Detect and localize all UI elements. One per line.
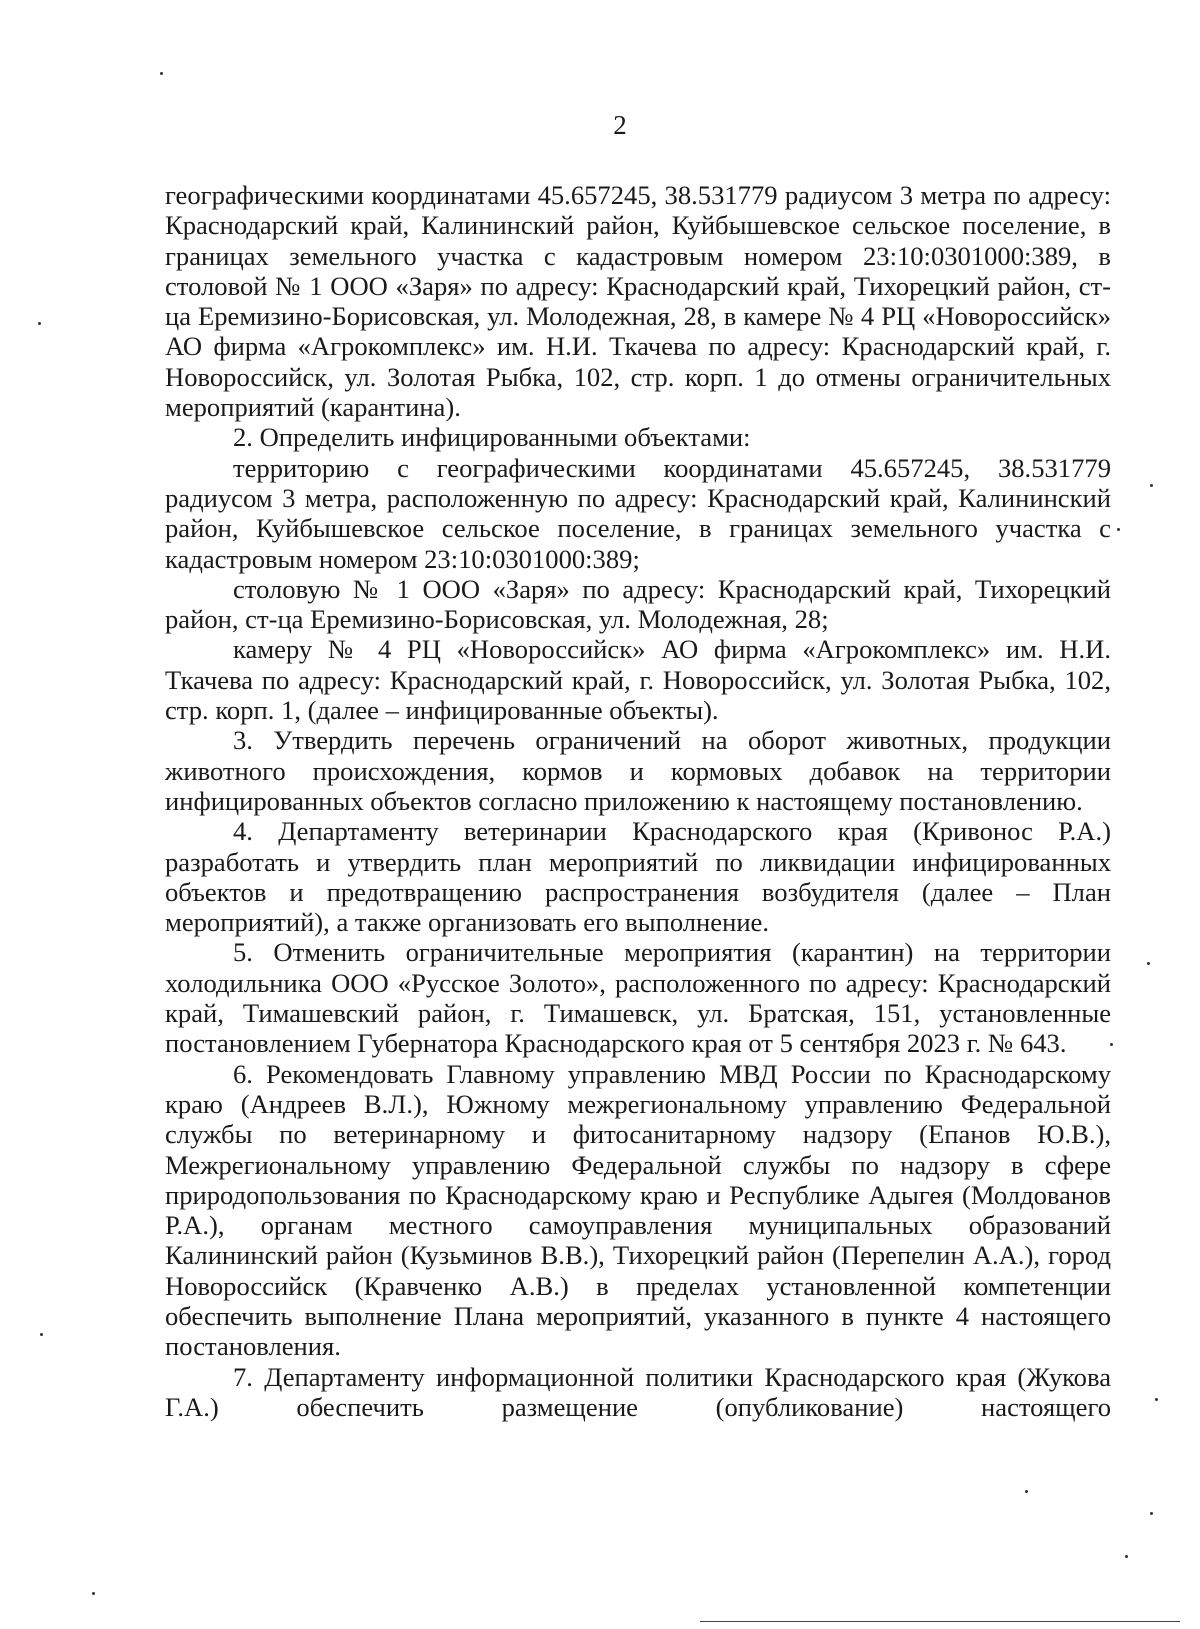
scan-speck: [1117, 528, 1120, 531]
scan-speck: [1110, 1043, 1113, 1046]
scan-speck: [1125, 1555, 1128, 1558]
paragraph-item-2-canteen: столовую № 1 ООО «Заря» по адресу: Краснодарский край, Тихорецкий район, ст-ца Еремизино-Борисовская, ул. Молодежная, 28;: [165, 573, 1111, 635]
scan-speck: [1150, 1512, 1153, 1515]
document-body: [165, 180, 1111, 1422]
scan-speck: [160, 72, 163, 75]
paragraph-item-4: 4. Департаменту ветеринарии Краснодарского края (Кривонос Р.А.) разработать и утвердить план мероприятий по ликвидации инфицированных объектов и предотвращению распространения возбудителя (далее – План мероприятий), а также организовать его выполнение.: [165, 816, 1111, 938]
scan-speck: [40, 1333, 43, 1336]
scan-speck: [38, 322, 41, 325]
paragraph-item-2-chamber: камеру № 4 РЦ «Новороссийск» АО фирма «Агрокомплекс» им. Н.И. Ткачева по адресу: Краснодарский край, г. Новороссийск, ул. Золотая Рыбка, 102, стр. корп. 1, (далее – инфицированные объекты).: [165, 634, 1111, 726]
scan-speck: [92, 1592, 95, 1595]
scan-speck: [1147, 962, 1150, 965]
paragraph-item-2: 2. Определить инфицированными объектами:: [233, 422, 751, 453]
scan-edge-line: [700, 1621, 1180, 1622]
paragraph-continuation: географическими координатами 45.657245, 38.531779 радиусом 3 метра по адресу: Краснодарский край, Калининский район, Куйбышевское сельское поселение, в границах земельного участка с кадастровым номером 23:10:0301000:389, в столовой № 1 ООО «Заря» по адресу: Краснодарский край, Тихорецкий район, ст-ца Еремизино-Борисовская, ул. Молодежная, 28, в камере № 4 РЦ «Новороссийск» АО фирма «Агрокомплекс» им. Н.И. Ткачева по адресу: Краснодарский край, г. Новороссийск, ул. Золотая Рыбка, 102, стр. корп. 1 до отмены ограничительных мероприятий (карантина).: [165, 180, 1111, 423]
paragraph-item-2-territory: территорию с географическими координатами 45.657245, 38.531779 радиусом 3 метра, расположенную по адресу: Краснодарский край, Калининский район, Куйбышевское сельское поселение, в границах земельного участка с кадастровым номером 23:10:0301000:389;: [165, 452, 1111, 574]
page-number: 2: [613, 110, 627, 140]
paragraph-item-6: 6. Рекомендовать Главному управлению МВД России по Краснодарскому краю (Андреев В.Л.), Южному межрегиональному управлению Федеральной службы по ветеринарному и фитосанитарному надзору (Епанов Ю.В.), Межрегиональному управлению Федеральной службы по надзору в сфере природопользования по Краснодарскому краю и Республике Адыгея (Молдованов Р.А.), органам местного самоуправления муниципальных образований Калининский район (Кузьминов В.В.), Тихорецкий район (Перепелин А.А.), город Новороссийск (Кравченко А.В.) в пределах установленной компетенции обеспечить выполнение Плана мероприятий, указанного в пункте 4 настоящего постановления.: [165, 1058, 1111, 1362]
scan-speck: [1025, 1490, 1028, 1493]
paragraph-item-5: 5. Отменить ограничительные мероприятия (карантин) на территории холодильника ООО «Русское Золото», расположенного по адресу: Краснодарский край, Тимашевский район, г. Тимашевск, ул. Братская, 151, установленные постановлением Губернатора Краснодарского края от 5 сентября 2023 г. № 643.: [165, 937, 1111, 1059]
paragraph-item-7: 7. Департаменту информационной политики Краснодарского края (Жукова Г.А.) обеспечить размещение (опубликование) настоящего: [165, 1361, 1111, 1422]
paragraph-item-3: 3. Утвердить перечень ограничений на оборот животных, продукции животного происхождения, кормов и кормовых добавок на территории инфицированных объектов согласно приложению к настоящему постановлению.: [165, 725, 1111, 816]
scan-speck: [1150, 484, 1153, 487]
scan-speck: [1155, 1398, 1158, 1401]
